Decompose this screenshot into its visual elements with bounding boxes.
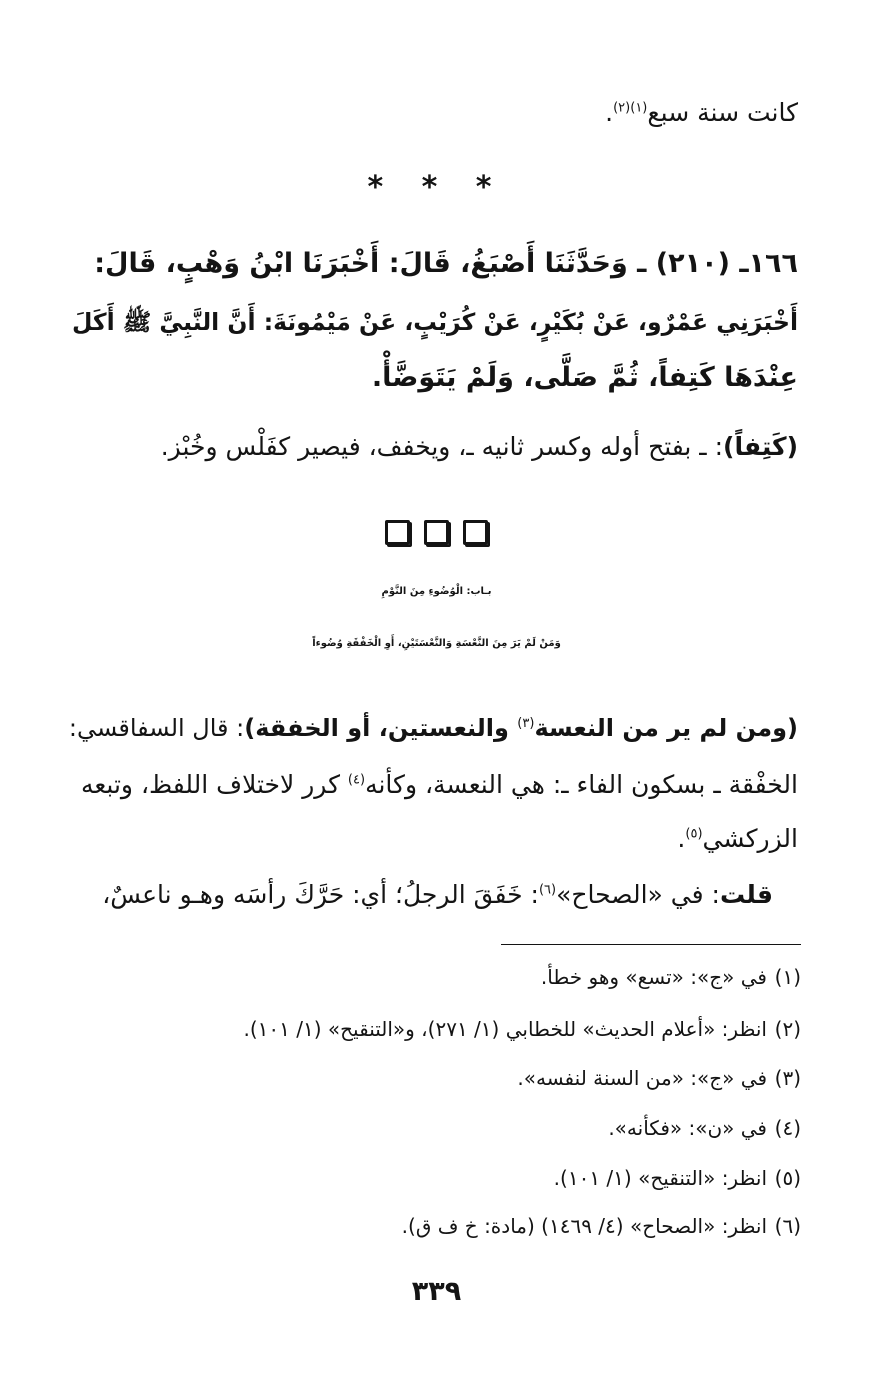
hadith-line-2: أَخْبَرَنِي عَمْرٌو، عَنْ بُكَيْرٍ، عَنْ كُرَيْبٍ، عَنْ مَيْمُونَةَ: أَنَّ النَّبِيَّ ﷺ أَكَلَ — [71, 308, 798, 336]
footnote-item — [541, 965, 801, 989]
footnote-ref-4: (٤) — [347, 772, 366, 788]
commentary-3-b: : خَفَقَ الرجلُ؛ أي: حَرَّكَ رأسَه وهـو ناعسٌ، — [102, 880, 539, 909]
commentary-3-line — [102, 880, 773, 909]
footnote-item — [243, 1017, 801, 1041]
chapter-subtitle: وَمَنْ لَمْ يَرَ مِنَ النَّعْسَةِ وَالنَّعْسَتَيْنِ، أَوِ الْخَفْقَةِ وُضُوءاً — [312, 638, 561, 649]
commentary-kateef-term: (كَتِفاً) — [723, 432, 798, 461]
footnote-number: (٤) — [774, 1116, 801, 1140]
footnote-text: في «ج»: «تسع» وهو خطأ. — [540, 965, 767, 989]
footnote-text: في «ن»: «فكأنه». — [608, 1116, 767, 1140]
commentary-2-line-3-a: الزركشي — [702, 824, 798, 853]
footnote-number: (١) — [774, 965, 801, 989]
footnote-text: انظر: «الصحاح» (٤/ ١٤٦٩) (مادة: خ ف ق). — [401, 1214, 767, 1238]
hadith-line-1: ١٦٦ـ (٢١٠) ـ وَحَدَّثَنَا أَصْبَغُ، قَالَ: أَخْبَرَنَا ابْنُ وَهْبٍ، قَالَ: — [94, 248, 798, 279]
commentary-2-line-2 — [81, 770, 798, 799]
footnote-ref-5: (٥) — [685, 826, 703, 842]
footnote-number: (٦) — [774, 1214, 801, 1238]
footnote-ref-6: (٦) — [538, 882, 557, 898]
footnote-text: انظر: «التنقيح» (١/ ١٠١). — [553, 1166, 767, 1190]
footnote-text: انظر: «أعلام الحديث» للخطابي (١/ ٢٧١)، و«التنقيح» (١/ ١٠١). — [243, 1017, 767, 1041]
footnote-item — [608, 1116, 801, 1140]
commentary-kateef-text: : ـ بفتح أوله وكسر ثانيه ـ، ويخفف، فيصير كفَلْس وخُبْز. — [160, 432, 724, 461]
commentary-2-line-3 — [677, 824, 798, 853]
continuation-end: . — [605, 98, 614, 127]
continuation-line — [605, 98, 798, 127]
box-ornament — [424, 520, 449, 545]
footnote-divider — [501, 944, 801, 945]
footnote-number: (٣) — [774, 1066, 801, 1090]
commentary-kateef — [161, 432, 798, 461]
box-ornament — [463, 520, 488, 545]
chapter-title: بـاب: الْوُضُوءِ مِنَ النَّوْمِ — [381, 586, 492, 597]
commentary-2-term-a: (ومن لم ير من النعسة — [534, 714, 798, 742]
footnote-item — [517, 1066, 801, 1090]
star-separator: * * * — [367, 170, 506, 205]
page-number: ٣٣٩ — [411, 1276, 462, 1307]
commentary-2-rest: : قال السفاقسي: — [68, 714, 245, 742]
commentary-2-line-3-b: . — [677, 824, 686, 853]
commentary-3-a: : في «الصحاح» — [556, 880, 720, 909]
footnote-ref-1-2: (١)(٢) — [613, 100, 648, 116]
hadith-line-3: عِنْدَهَا كَتِفاً، ثُمَّ صَلَّى، وَلَمْ يَتَوَضَّأْ. — [371, 362, 798, 393]
commentary-2-term-b: والنعستين، أو الخفقة) — [244, 714, 518, 742]
footnote-number: (٥) — [774, 1166, 801, 1190]
box-ornament — [385, 520, 410, 545]
commentary-2-line-2-b: كرر لاختلاف اللفظ، وتبعه — [80, 770, 348, 799]
commentary-2-line-1 — [69, 714, 798, 742]
box-separator — [0, 520, 873, 545]
footnote-ref-3: (٣) — [517, 716, 535, 731]
commentary-2-line-2-a: الخفْقة ـ بسكون الفاء ـ: هي النعسة، وكأنه — [365, 770, 798, 799]
footnote-item — [402, 1214, 801, 1238]
continuation-text: كانت سنة سبع — [647, 98, 798, 127]
footnote-text: في «ج»: «من السنة لنفسه». — [517, 1066, 767, 1090]
footnote-item — [554, 1166, 801, 1190]
commentary-3-qultu: قلت — [719, 880, 773, 909]
footnote-number: (٢) — [774, 1017, 801, 1041]
